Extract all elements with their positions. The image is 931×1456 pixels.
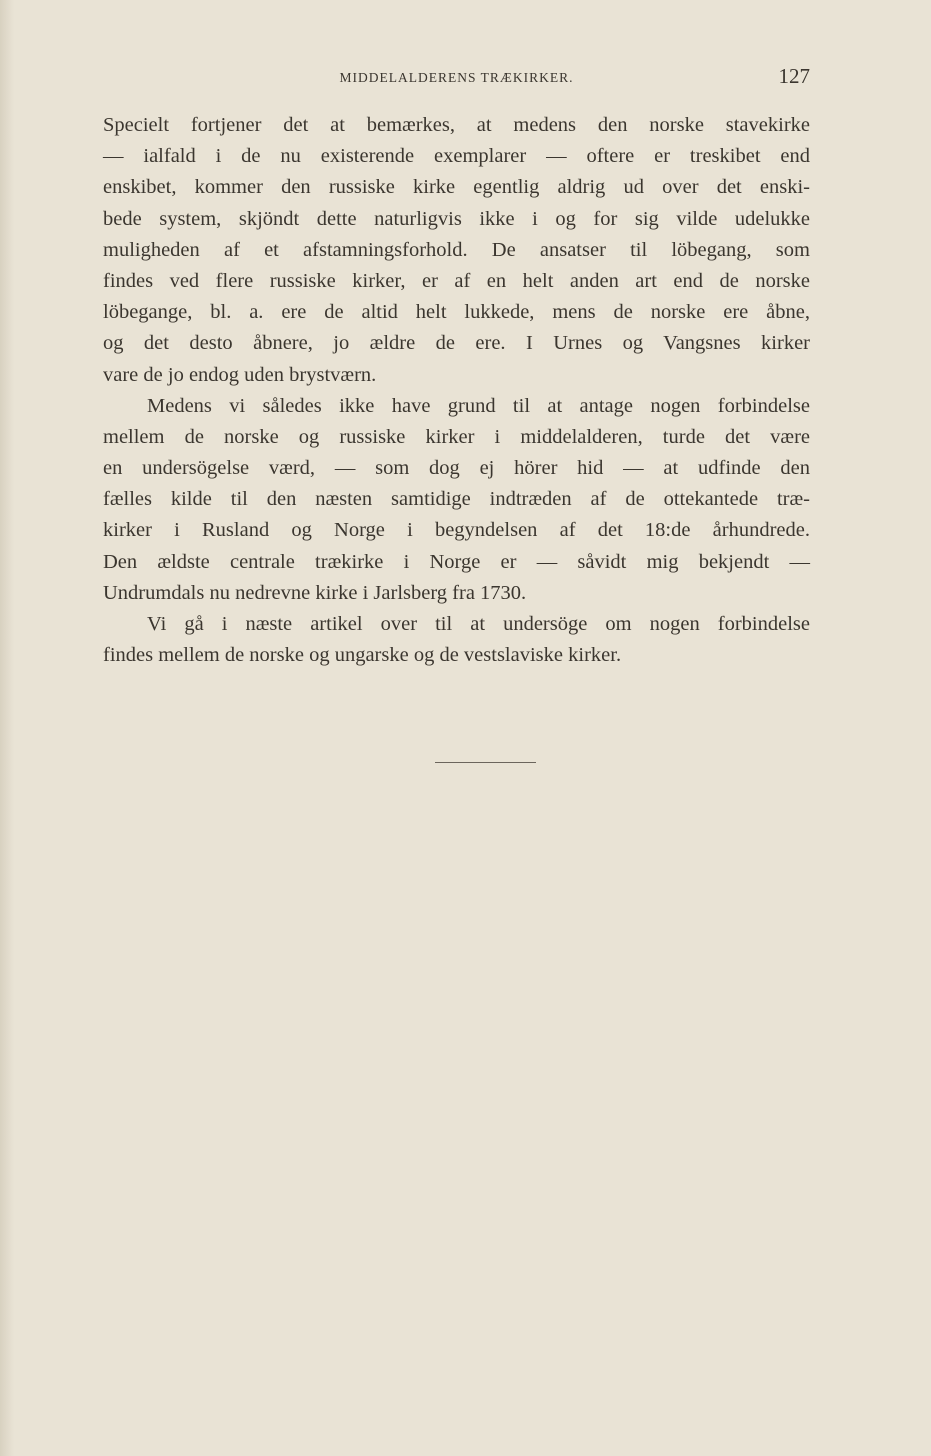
text-line: enskibet, kommer den russiske kirke egentlig aldrig ud over det enski- [103, 176, 810, 199]
page-edge-shadow [0, 0, 14, 1456]
section-end-rule [435, 762, 536, 763]
text-line: findes ved flere russiske kirker, er af en helt anden art end de norske [103, 269, 810, 292]
text-line: Specielt fortjener det at bemærkes, at medens den norske stavekirke [103, 114, 810, 136]
text-line: Den ældste centrale trækirke i Norge er — såvidt mig bekjendt — [103, 550, 810, 573]
text-line: kirker i Rusland og Norge i begyndelsen af det 18:de århundrede. [103, 519, 810, 542]
paragraph-2 [103, 391, 810, 609]
paragraph-3 [103, 609, 810, 671]
text-line: Medens vi således ikke have grund til at antage nogen forbindelse [147, 394, 810, 417]
text-line: fælles kilde til den næsten samtidige indtræden af de ottekantede træ- [103, 488, 810, 511]
page-number: 127 [778, 64, 810, 88]
text-line: findes mellem de norske og ungarske og de vestslaviske kirker. [103, 644, 622, 667]
text-line: löbegange, bl. a. ere de altid helt lukkede, mens de norske ere åbne, [103, 301, 810, 324]
text-line: og det desto åbnere, jo ældre de ere. I Urnes og Vangsnes kirker [103, 332, 810, 355]
page-header [103, 64, 810, 92]
running-title: MIDDELALDERENS TRÆKIRKER. [339, 70, 574, 85]
text-line: Vi gå i næste artikel over til at undersöge om nogen forbindelse [147, 613, 810, 635]
text-line: bede system, skjöndt dette naturligvis ikke i og for sig vilde udelukke [103, 207, 810, 230]
body-text [103, 110, 810, 671]
text-line: — ialfald i de nu existerende exemplarer — oftere er treskibet end [103, 145, 810, 168]
text-line: vare de jo endog uden brystværn. [103, 363, 377, 386]
paragraph-1 [103, 110, 810, 391]
text-line: muligheden af et afstamningsforhold. De ansatser til löbegang, som [103, 238, 810, 261]
text-line: Undrumdals nu nedrevne kirke i Jarlsberg fra 1730. [103, 581, 527, 604]
text-line: en undersögelse værd, — som dog ej hörer hid — at udfinde den [103, 457, 810, 480]
text-line: mellem de norske og russiske kirker i middelalderen, turde det være [103, 425, 810, 448]
